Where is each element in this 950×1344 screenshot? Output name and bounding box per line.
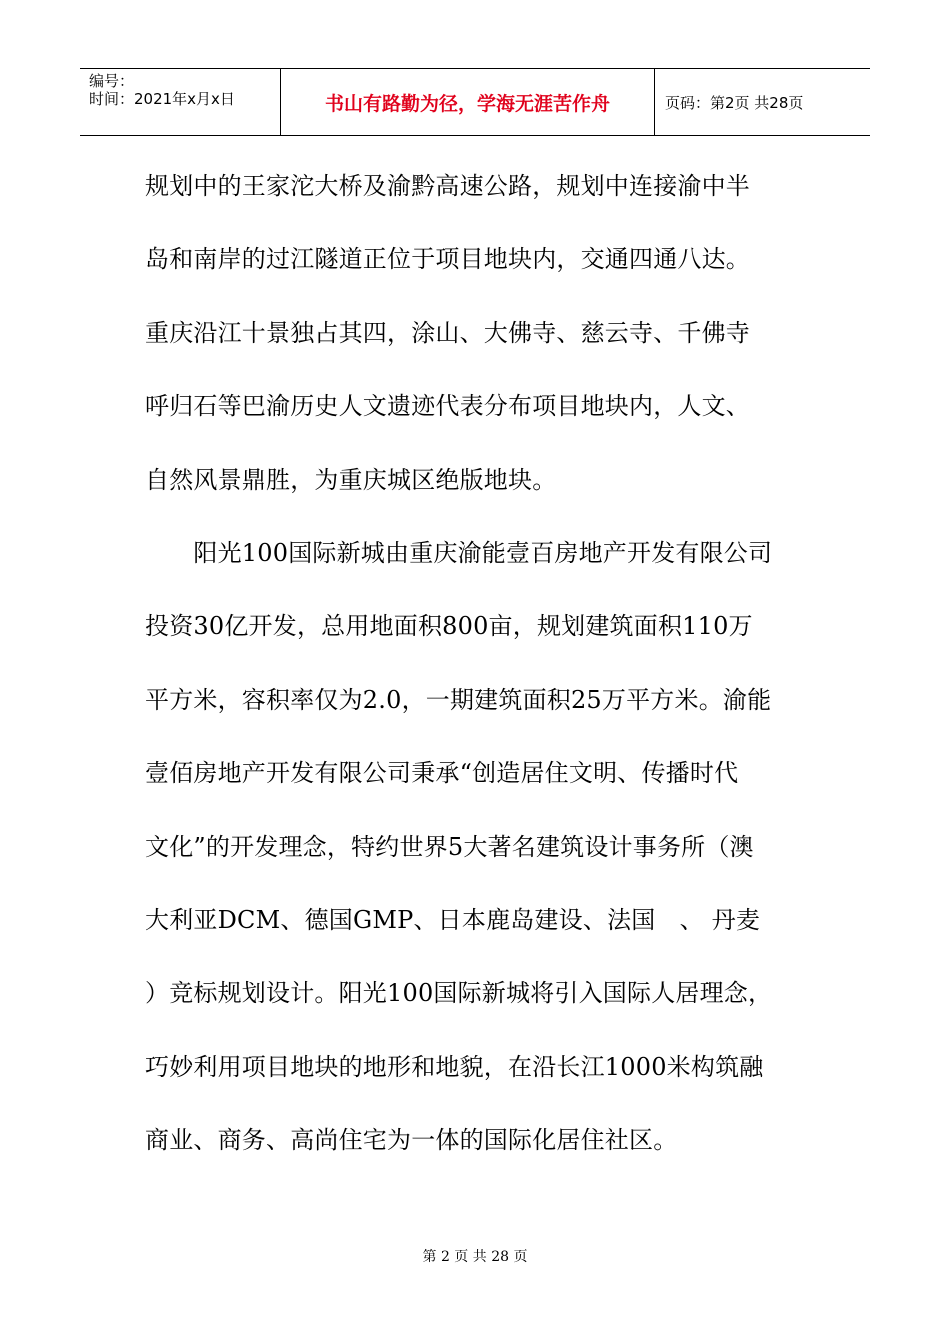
- header-number-label: 编号：: [89, 72, 135, 90]
- body-line: 大利亚DCM、德国GMP、日本鹿岛建设、法国 、 丹麦: [145, 905, 761, 934]
- body-line: 规划中的王家沱大桥及渝黔高速公路，规划中连接渝中半: [145, 172, 750, 200]
- body-line: 文化”的开发理念，特约世界5大著名建筑设计事务所（澳: [145, 832, 754, 861]
- body-line: 呼归石等巴渝历史人文遗迹代表分布项目地块内，人文、: [145, 392, 750, 421]
- header-motto: 书山有路勤为径，学海无涯苦作舟: [281, 69, 655, 135]
- header-page-info: 页码：第2页 共28页: [665, 93, 804, 112]
- page-footer: 第 2 页 共 28 页: [422, 1249, 528, 1265]
- body-line: 平方米，容积率仅为2.0，一期建筑面积25万平方米。渝能: [145, 685, 772, 714]
- body-line: 重庆沿江十景独占其四，涂山、大佛寺、慈云寺、千佛寺: [145, 318, 750, 347]
- body-line: 商业、商务、高尚住宅为一体的国际化居住社区。: [145, 1126, 678, 1155]
- body-line: 投资30亿开发，总用地面积800亩，规划建筑面积110万: [145, 612, 753, 641]
- page-header: [80, 68, 870, 136]
- header-meta: [80, 69, 281, 135]
- body-line: 壹佰房地产开发有限公司秉承“创造居住文明、传播时代: [145, 759, 739, 788]
- body-line: ）竞标规划设计。阳光100国际新城将引入国际人居理念，: [145, 979, 773, 1008]
- document-body: [145, 150, 810, 1177]
- body-line: 岛和南岸的过江隧道正位于项目地块内，交通四通八达。: [145, 245, 750, 274]
- header-time-label: 时间：2021年x月x日: [89, 90, 235, 108]
- body-line: 自然风景鼎胜，为重庆城区绝版地块。: [145, 465, 557, 494]
- body-line: 巧妙利用项目地块的地形和地貌，在沿长江1000米构筑融: [145, 1052, 764, 1081]
- body-line: 阳光100国际新城由重庆渝能壹百房地产开发有限公司: [145, 538, 773, 567]
